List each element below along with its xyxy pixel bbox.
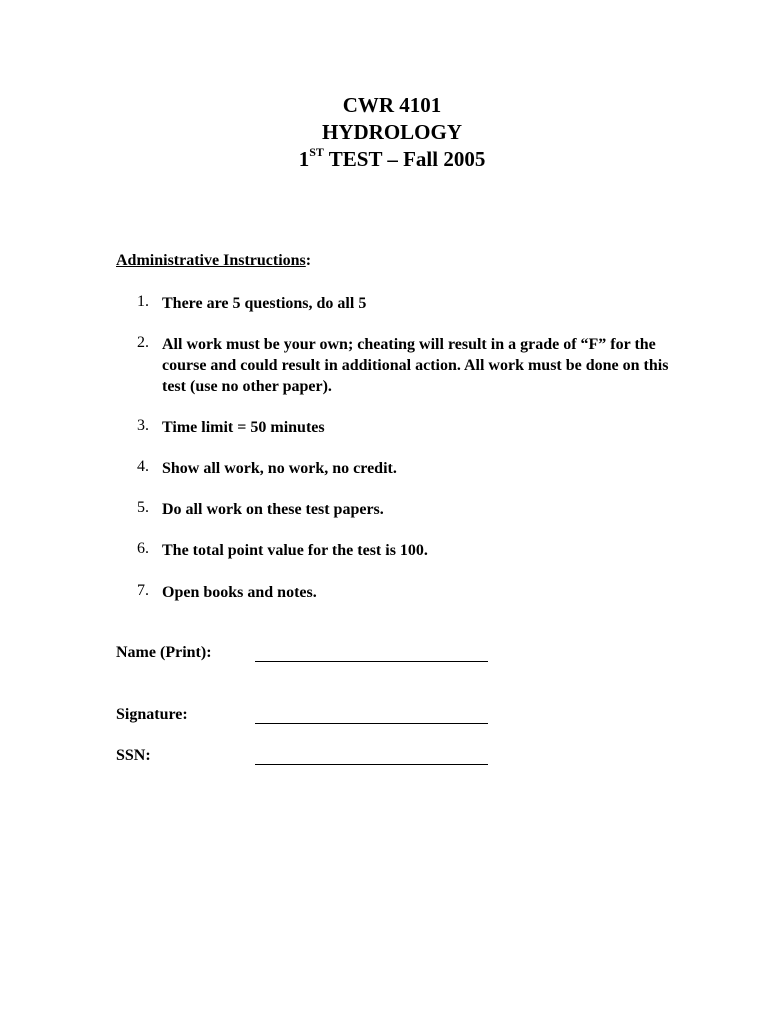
instruction-text: Time limit = 50 minutes xyxy=(162,419,325,436)
course-subject: HYDROLOGY xyxy=(321,120,462,144)
course-code: CWR 4101 xyxy=(342,93,442,117)
test-number-suffix: ST xyxy=(309,145,324,159)
test-number: 1 xyxy=(298,147,310,171)
instruction-number: 5. xyxy=(137,499,149,516)
instruction-text: Show all work, no work, no credit. xyxy=(162,460,397,477)
instruction-text: Open books and notes. xyxy=(162,584,317,601)
instruction-number: 3. xyxy=(137,417,149,434)
name-blank-line[interactable] xyxy=(255,644,488,662)
instruction-text: Do all work on these test papers. xyxy=(162,501,384,518)
instructions-heading xyxy=(116,252,311,270)
name-label: Name (Print): xyxy=(116,644,212,661)
test-header xyxy=(0,92,784,173)
ssn-blank-line[interactable] xyxy=(255,747,488,765)
test-title xyxy=(0,146,784,173)
instruction-number: 1. xyxy=(137,293,149,310)
instructions-heading-text: Administrative Instructions xyxy=(116,252,306,269)
signature-label: Signature: xyxy=(116,706,188,723)
test-term: TEST – Fall 2005 xyxy=(323,147,486,171)
instruction-number: 4. xyxy=(137,458,149,475)
instruction-text: There are 5 questions, do all 5 xyxy=(162,295,367,312)
instruction-number: 6. xyxy=(137,540,149,557)
instructions-heading-colon: : xyxy=(305,252,312,269)
instruction-text: All work must be your own; cheating will result in a grade of “F” for the course and could result in additional action. All work must be done on this test (use no other paper). xyxy=(162,336,669,395)
instruction-text: The total point value for the test is 100. xyxy=(162,542,428,559)
ssn-label: SSN: xyxy=(116,747,151,764)
instruction-number: 2. xyxy=(137,334,149,351)
signature-blank-line[interactable] xyxy=(255,706,488,724)
instruction-number: 7. xyxy=(137,582,149,599)
